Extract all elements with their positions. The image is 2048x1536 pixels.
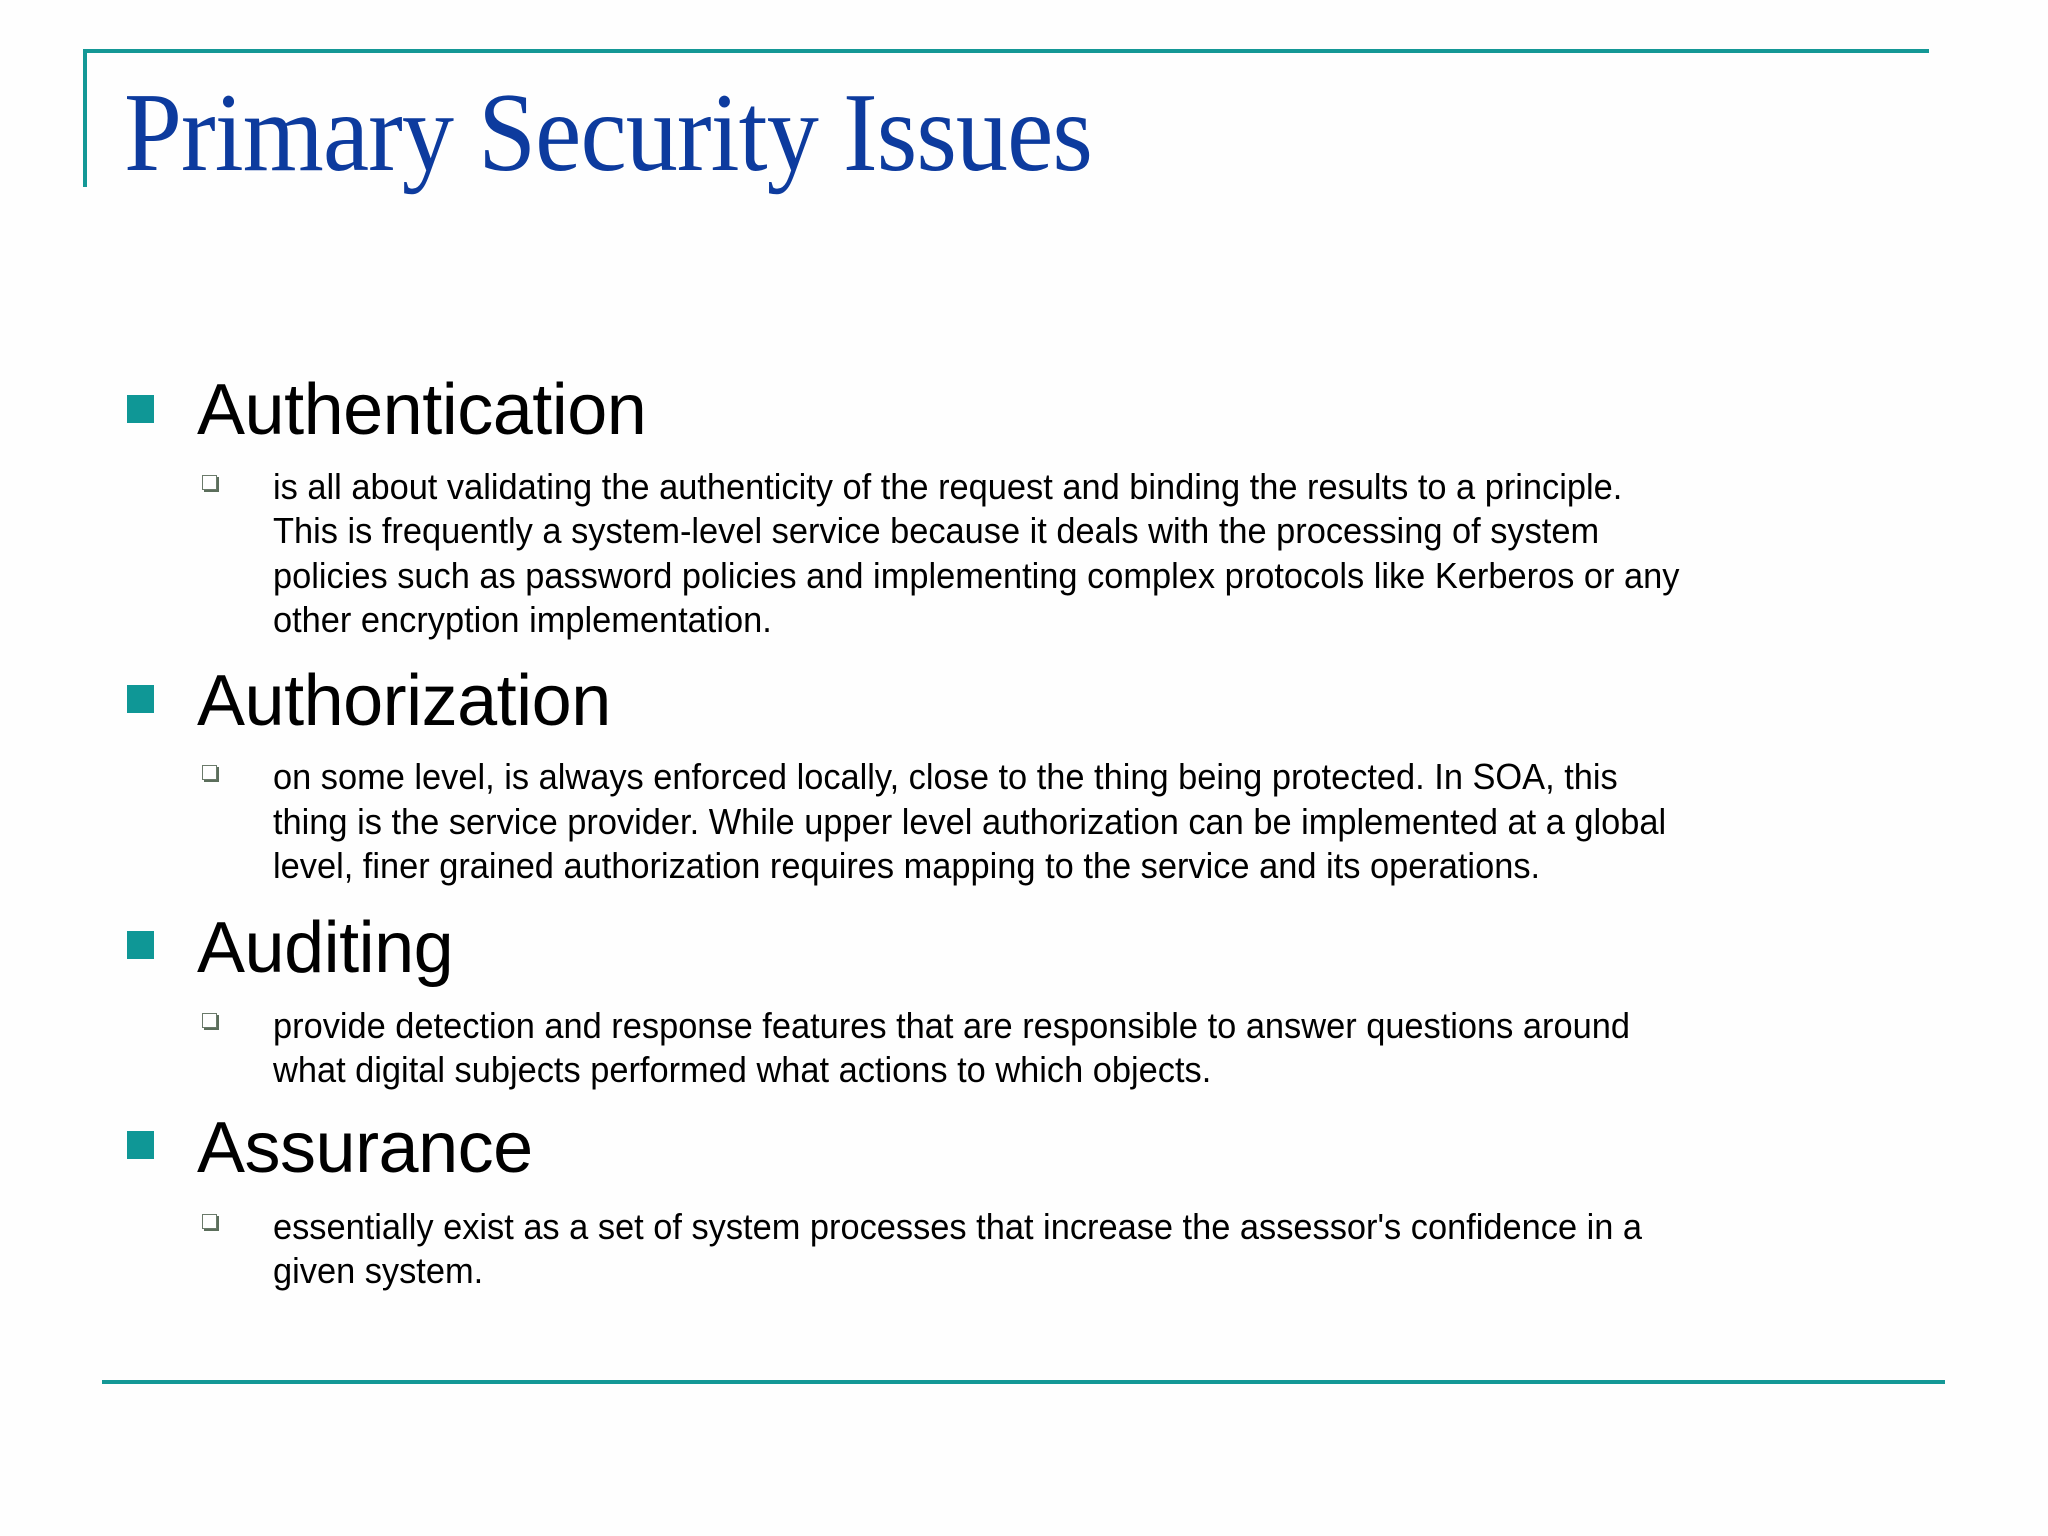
left-rule-divider xyxy=(83,49,87,187)
heading-authorization: Authorization xyxy=(197,661,611,741)
body-line: other encryption implementation. xyxy=(273,599,772,640)
body-line: given system. xyxy=(273,1250,484,1291)
heading-assurance: Assurance xyxy=(197,1108,533,1188)
body-line: level, finer grained authorization requires mapping to the service and its operations. xyxy=(273,845,1541,886)
body-line: This is frequently a system-level service because it deals with the processing of system xyxy=(273,510,1600,551)
body-line: provide detection and response features that are responsible to answer questions around xyxy=(273,1005,1630,1046)
body-line: what digital subjects performed what actions to which objects. xyxy=(273,1049,1212,1090)
heading-auditing: Auditing xyxy=(197,908,454,988)
square-bullet-icon xyxy=(127,931,154,959)
square-bullet-icon xyxy=(127,1131,154,1159)
square-bullet-icon xyxy=(127,685,154,713)
body-line: is all about validating the authenticity of the request and binding the results to a principle. xyxy=(273,466,1623,507)
bottom-rule-divider xyxy=(102,1380,1945,1384)
heading-authentication: Authentication xyxy=(197,370,647,450)
hollow-square-bullet-icon xyxy=(202,765,217,780)
body-line: on some level, is always enforced locally, close to the thing being protected. In SOA, this xyxy=(273,756,1618,797)
body-line: policies such as password policies and implementing complex protocols like Kerberos or any xyxy=(273,555,1680,596)
square-bullet-icon xyxy=(127,395,154,423)
hollow-square-bullet-icon xyxy=(202,1214,217,1229)
slide-title: Primary Security Issues xyxy=(124,71,1092,195)
hollow-square-bullet-icon xyxy=(202,1013,217,1028)
body-line: thing is the service provider. While upper level authorization can be implemented at a global xyxy=(273,801,1667,842)
hollow-square-bullet-icon xyxy=(202,475,217,490)
top-rule-divider xyxy=(83,49,1929,53)
body-line: essentially exist as a set of system processes that increase the assessor's confidence in a xyxy=(273,1206,1643,1247)
